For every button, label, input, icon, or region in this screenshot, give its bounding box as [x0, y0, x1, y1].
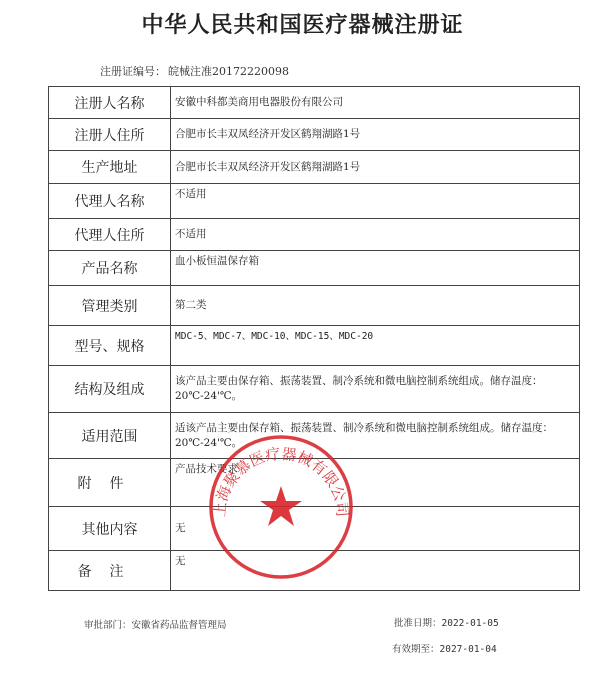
table-row — [49, 459, 580, 507]
field-value: 无 — [171, 551, 580, 591]
field-value: 该产品主要由保存箱、振荡装置、制冷系统和微电脑控制系统组成。储存温度：20℃-24'℃。 — [171, 366, 580, 413]
field-value: 合肥市长丰双凤经济开发区鹤翔湖路1号 — [171, 119, 580, 151]
table-row — [49, 251, 580, 286]
field-label: 代理人名称 — [49, 184, 171, 219]
table-row — [49, 184, 580, 219]
field-label: 注册人名称 — [49, 87, 171, 119]
table-row — [49, 219, 580, 251]
table-row — [49, 286, 580, 326]
field-label: 其他内容 — [49, 507, 171, 551]
field-value: 不适用 — [171, 219, 580, 251]
table-row — [49, 326, 580, 366]
field-label: 代理人住所 — [49, 219, 171, 251]
table-row — [49, 551, 580, 591]
certificate-table — [48, 86, 580, 591]
field-label: 管理类别 — [49, 286, 171, 326]
table-row — [49, 413, 580, 459]
field-label: 备注 — [49, 551, 171, 591]
table-row — [49, 507, 580, 551]
field-label: 生产地址 — [49, 151, 171, 184]
certificate-title: 中华人民共和国医疗器械注册证 — [141, 13, 464, 38]
field-value: 安徽中科都美商用电器股份有限公司 — [171, 87, 580, 119]
field-value: 适该产品主要由保存箱、振荡装置、制冷系统和微电脑控制系统组成。储存温度：20℃-24'℃。 — [171, 413, 580, 459]
field-label: 适用范围 — [49, 413, 171, 459]
table-row — [49, 151, 580, 184]
field-label: 附件 — [49, 459, 171, 507]
registration-number-value: 皖械注准20172220098 — [168, 65, 289, 78]
table-row — [49, 87, 580, 119]
table-row — [49, 119, 580, 151]
approval-department: 审批部门：安徽省药品监督管理局 — [84, 620, 227, 631]
field-value: MDC-5、MDC-7、MDC-10、MDC-15、MDC-20 — [171, 326, 580, 366]
approval-date: 批准日期：2022-01-05 — [394, 618, 499, 629]
registration-number-label: 注册证编号： — [100, 65, 166, 78]
field-value: 血小板恒温保存箱 — [171, 251, 580, 286]
valid-until: 有效期至：2027-01-04 — [392, 644, 497, 655]
field-value: 无 — [171, 507, 580, 551]
field-label: 注册人住所 — [49, 119, 171, 151]
seal-text: 上海聚慕医疗器械有限公司 — [210, 444, 352, 518]
field-label: 结构及组成 — [49, 366, 171, 413]
field-value: 不适用 — [171, 184, 580, 219]
field-value: 合肥市长丰双凤经济开发区鹤翔湖路1号 — [171, 151, 580, 184]
field-label: 型号、规格 — [49, 326, 171, 366]
registration-number — [100, 63, 289, 79]
table-row — [49, 366, 580, 413]
field-label: 产品名称 — [49, 251, 171, 286]
field-value: 第二类 — [171, 286, 580, 326]
field-value: 产品技术要求 — [171, 459, 580, 507]
